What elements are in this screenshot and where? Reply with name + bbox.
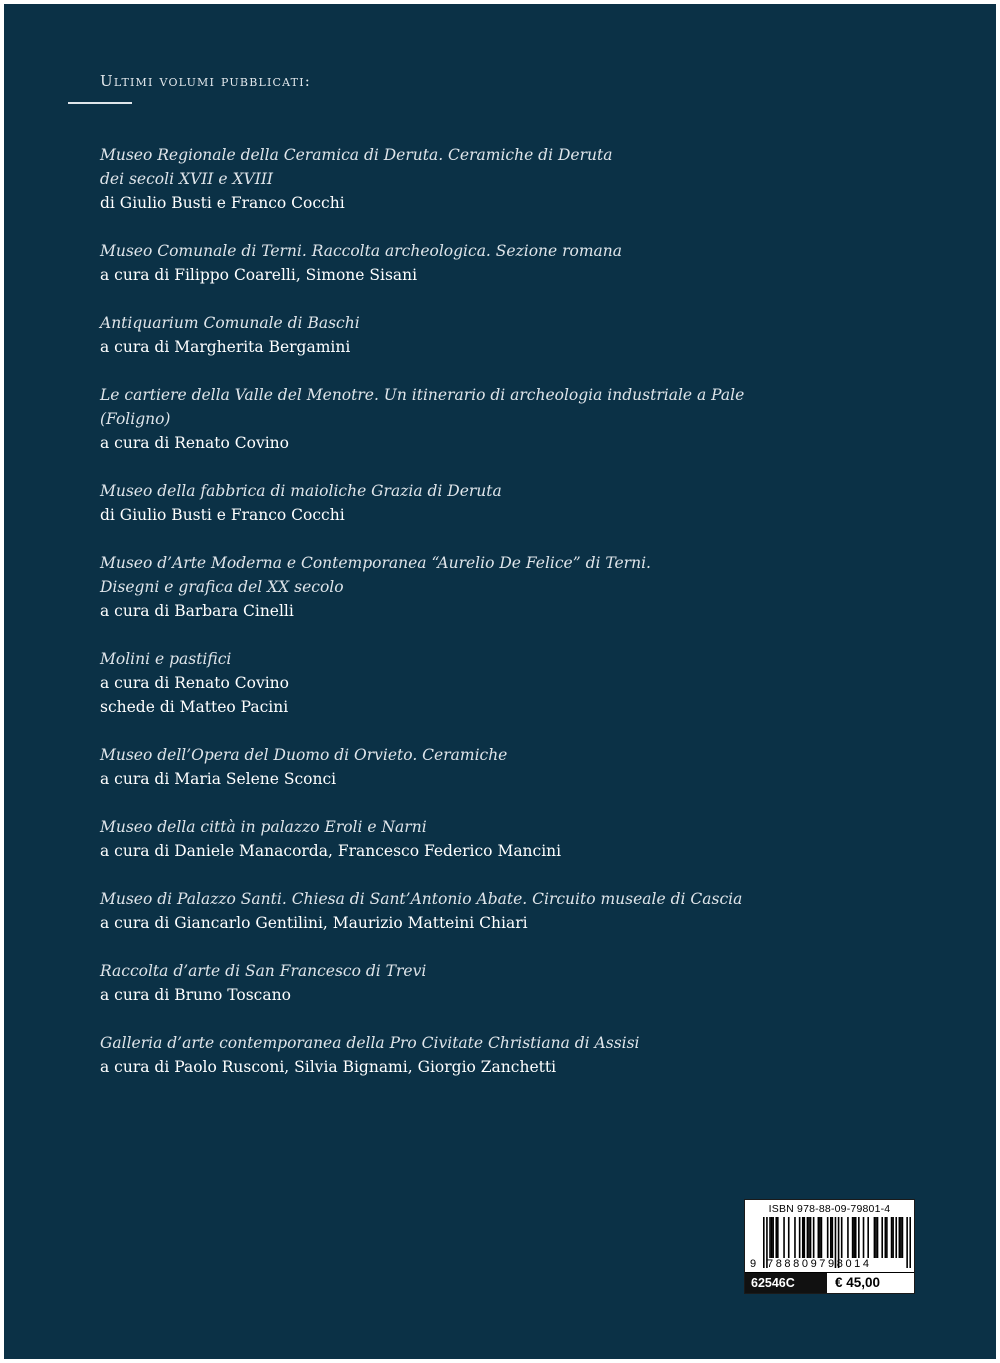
volume-credit: a cura di Bruno Toscano: [100, 986, 291, 1004]
volume-credit: a cura di Daniele Manacorda, Francesco Federico Mancini: [100, 842, 562, 860]
barcode-bar: [909, 1217, 911, 1268]
ean-digits: 788809798014: [767, 1258, 872, 1270]
volume-title: Museo Regionale della Ceramica di Deruta. Ceramiche di Deruta dei secoli XVII e XVIII: [100, 146, 613, 188]
barcode-bar: [885, 1217, 887, 1258]
barcode-bar: [900, 1217, 902, 1258]
barcode-bar: [810, 1217, 812, 1258]
ean-first-digit: 9: [750, 1258, 757, 1270]
barcode-bar: [853, 1217, 855, 1258]
barcode-bar: [783, 1217, 785, 1258]
volume-credit: a cura di Margherita Bergamini: [100, 338, 351, 356]
volume-title: Museo Comunale di Terni. Raccolta archeologica. Sezione romana: [100, 242, 623, 260]
isbn-text: ISBN 978-88-09-79801-4: [768, 1203, 891, 1215]
volume-title: Museo della città in palazzo Eroli e Narni: [100, 818, 427, 836]
volume-title: Museo di Palazzo Santi. Chiesa di Sant’Antonio Abate. Circuito museale di Cascia: [100, 890, 743, 908]
barcode-bar: [902, 1217, 904, 1258]
barcode-bar: [804, 1217, 806, 1258]
volume-entry: [100, 887, 800, 935]
volume-entry: [100, 383, 800, 455]
barcode-bar: [775, 1217, 777, 1258]
barcode-bar: [895, 1217, 897, 1258]
heading-rule: [68, 102, 132, 104]
barcode-bar: [813, 1217, 815, 1258]
volume-credit: a cura di Renato Covino schede di Matteo Pacini: [100, 674, 289, 716]
barcode-bar: [827, 1217, 829, 1258]
barcode-bar: [858, 1217, 860, 1258]
barcode-bar: [769, 1217, 771, 1258]
barcode-bar: [763, 1217, 765, 1268]
barcode-bar: [841, 1217, 843, 1258]
barcode-bar: [777, 1217, 779, 1258]
barcode-bar: [819, 1217, 821, 1258]
barcode-bar: [906, 1217, 908, 1268]
volume-entry: [100, 959, 800, 1007]
barcode-bar: [808, 1217, 810, 1258]
volume-credit: a cura di Filippo Coarelli, Simone Sisani: [100, 266, 418, 284]
barcode-bar: [875, 1217, 877, 1258]
volume-entry: [100, 647, 800, 719]
barcode-bar: [821, 1217, 823, 1258]
volume-title: Le cartiere della Valle del Menotre. Un itinerario di archeologia industriale a Pale (Foligno): [100, 386, 745, 428]
barcode-bar: [771, 1217, 773, 1258]
barcode-bar: [794, 1217, 796, 1258]
volume-credit: di Giulio Busti e Franco Cocchi: [100, 506, 345, 524]
barcode-bar: [799, 1217, 801, 1258]
back-cover: [4, 4, 996, 1359]
volume-title: Molini e pastifici: [100, 650, 232, 668]
volume-entry: [100, 479, 800, 527]
volume-credit: a cura di Maria Selene Sconci: [100, 770, 337, 788]
volume-credit: a cura di Renato Covino: [100, 434, 289, 452]
volume-credit: a cura di Paolo Rusconi, Silvia Bignami, Giorgio Zanchetti: [100, 1058, 557, 1076]
barcode-bar: [874, 1217, 876, 1258]
barcode-bar: [877, 1217, 879, 1258]
volume-credit: a cura di Barbara Cinelli: [100, 602, 294, 620]
volume-entry: [100, 1031, 800, 1079]
volume-title: Raccolta d’arte di San Francesco di Trevi: [100, 962, 427, 980]
barcode-bar: [881, 1217, 883, 1258]
barcode-bar: [863, 1217, 865, 1258]
product-code: 62546C: [745, 1273, 827, 1293]
volume-title: Galleria d’arte contemporanea della Pro Civitate Christiana di Assisi: [100, 1034, 640, 1052]
volume-title: Museo della fabbrica di maioliche Grazia di Deruta: [100, 482, 502, 500]
barcode-bar: [818, 1217, 820, 1258]
barcode-bar: [867, 1217, 869, 1258]
barcode-bar: [802, 1217, 804, 1258]
section-heading: Ultimi volumi pubblicati:: [100, 72, 312, 90]
volume-title: Museo d’Arte Moderna e Contemporanea “Aurelio De Felice” di Terni. Disegni e grafica del XX secolo: [100, 554, 651, 596]
barcode-bar: [788, 1217, 790, 1258]
barcode-bar: [807, 1217, 809, 1258]
barcode-bar: [832, 1217, 834, 1258]
barcode-bar: [852, 1217, 854, 1258]
volume-entry: [100, 143, 800, 215]
price: € 45,00: [827, 1273, 914, 1293]
volume-title: Antiquarium Comunale di Baschi: [100, 314, 360, 332]
barcode-bar: [886, 1217, 888, 1258]
barcode-label: [744, 1199, 915, 1294]
barcode-bar: [891, 1217, 893, 1258]
barcode-bar: [847, 1217, 849, 1258]
barcode-bar: [892, 1217, 894, 1258]
volume-entry: [100, 551, 800, 623]
volume-credit: di Giulio Busti e Franco Cocchi: [100, 194, 345, 212]
volume-title: Museo dell’Opera del Duomo di Orvieto. Ceramiche: [100, 746, 508, 764]
barcode-bar: [899, 1217, 901, 1258]
volume-entry: [100, 815, 800, 863]
barcode-bar: [830, 1217, 832, 1258]
volume-entry: [100, 239, 800, 287]
volume-list: [100, 143, 800, 1103]
volume-entry: [100, 311, 800, 359]
price-strip: [745, 1272, 914, 1293]
barcode-bar: [855, 1217, 857, 1258]
volume-credit: a cura di Giancarlo Gentilini, Maurizio Matteini Chiari: [100, 914, 528, 932]
volume-entry: [100, 743, 800, 791]
barcode-bar: [772, 1217, 774, 1258]
